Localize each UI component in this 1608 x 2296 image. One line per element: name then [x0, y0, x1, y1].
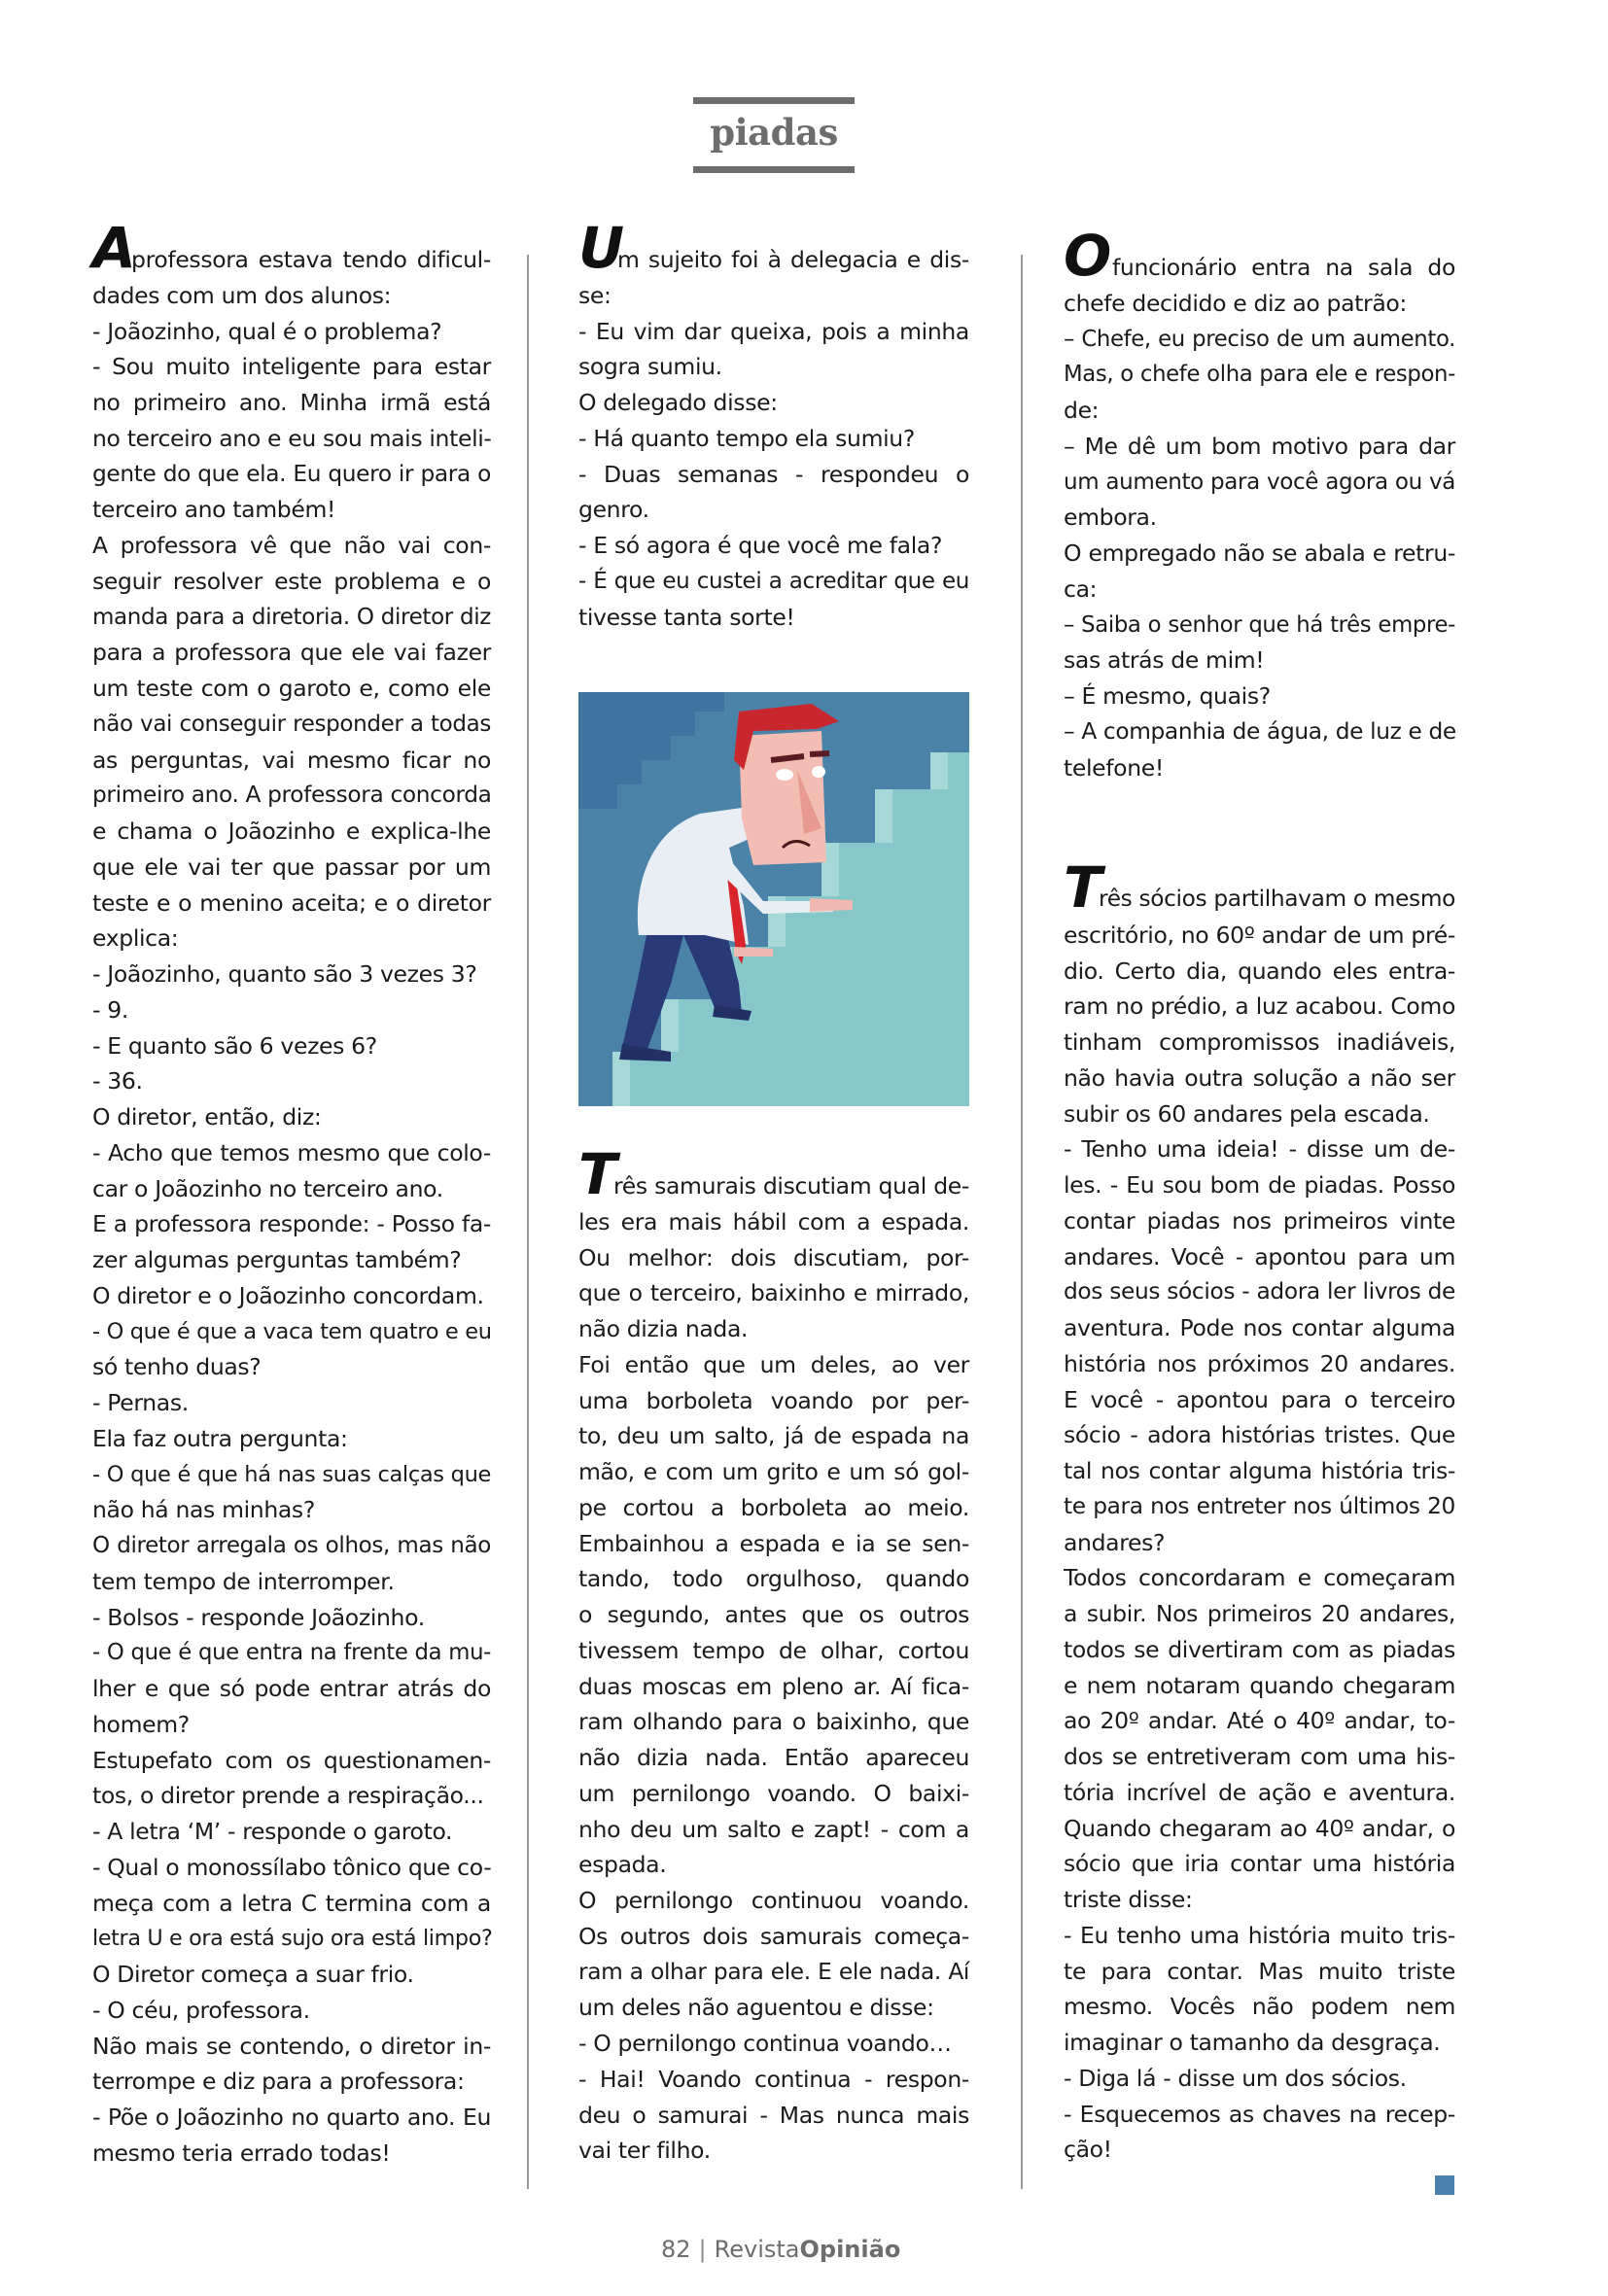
first-line-text: funcionário entra na sala do — [1112, 254, 1455, 281]
text-line: história nos próximos 20 andares. — [1064, 1349, 1455, 1377]
text-line: sas atrás de mim! — [1064, 646, 1265, 675]
text-line: primeiro ano. A professora concorda — [92, 782, 492, 809]
column-divider-right — [1021, 255, 1023, 2189]
text-line: que o terceiro, baixinho e mirrado, — [578, 1279, 969, 1307]
text-line: as perguntas, vai mesmo ficar no — [92, 746, 491, 774]
text-line: - O pernilongo continua voando… — [578, 2030, 952, 2057]
text-line: triste disse: — [1064, 1886, 1193, 1913]
text-line: todos se divertiram com as piadas — [1064, 1635, 1455, 1663]
text-line: terceiro ano também! — [92, 496, 336, 524]
page-number: 82 — [661, 2236, 691, 2263]
text-line: Embainhou a espada e ia se sen- — [578, 1529, 969, 1557]
text-line: dio. Certo dia, quando eles entra- — [1064, 957, 1455, 985]
text-line: O delegado disse: — [578, 389, 778, 416]
text-line: terrompe e diz para a professora: — [92, 2068, 465, 2096]
text-line: tivessem tempo de olhar, cortou — [578, 1636, 969, 1664]
section-title: piadas — [710, 111, 838, 154]
text-line: e chama o Joãozinho e explica-lhe — [92, 818, 491, 845]
drop-cap: U — [578, 214, 624, 281]
text-line: não há nas minhas? — [92, 1496, 315, 1524]
text-line: - Joãozinho, quanto são 3 vezes 3? — [92, 960, 477, 988]
text-line: - Bolsos - responde Joãozinho. — [92, 1603, 425, 1631]
text-line: homem? — [92, 1710, 190, 1738]
text-line: – Chefe, eu preciso de um aumento. — [1064, 326, 1455, 352]
text-line: dades com um dos alunos: — [92, 281, 392, 309]
text-line: tória incrível de ação e aventura. — [1064, 1778, 1455, 1806]
text-line: te para contar. Mas muito triste — [1064, 1957, 1455, 1985]
text-line: um pernilongo voando. O baixi- — [578, 1779, 969, 1807]
text-line: ção! — [1064, 2136, 1112, 2164]
text-line: tando, todo orgulhoso, quando — [578, 1565, 969, 1593]
text-line: ram olhando para o baixinho, que — [578, 1708, 969, 1736]
text-line: nho deu um salto e zapt! - com a — [578, 1815, 969, 1843]
text-line: espada. — [578, 1851, 667, 1879]
header-rule-top — [693, 97, 855, 104]
text-line: se: — [578, 281, 612, 309]
end-of-article-square — [1435, 2175, 1454, 2195]
text-line: deu o samurai - Mas nunca mais — [578, 2101, 969, 2129]
text-line: Ou melhor: dois discutiam, por- — [578, 1243, 969, 1271]
magazine-name-regular: Revista — [714, 2236, 800, 2263]
text-line: - Sou muito inteligente para estar — [92, 353, 491, 381]
text-line: Mas, o chefe olha para ele e respon- — [1064, 362, 1455, 388]
text-line: embora. — [1064, 504, 1157, 532]
text-line: ram no prédio, a luz acabou. Como — [1064, 992, 1455, 1021]
text-line: - Há quanto tempo ela sumiu? — [578, 424, 915, 452]
text-line: duas moscas em pleno ar. Aí fica- — [578, 1672, 969, 1700]
text-line: – A companhia de água, de luz e de — [1064, 717, 1456, 745]
text-line — [578, 1140, 969, 1207]
text-line: - Põe o Joãozinho no quarto ano. Eu — [92, 2104, 491, 2131]
text-line: tal nos contar alguma história tris- — [1064, 1457, 1455, 1484]
magazine-name-bold: Opinião — [799, 2236, 901, 2263]
text-line: Quando chegaram ao 40º andar, o — [1064, 1814, 1455, 1842]
text-line: no terceiro ano e eu sou mais inteli- — [92, 424, 492, 452]
drop-cap: T — [1064, 853, 1102, 921]
text-line: E a professora responde: - Posso fa- — [92, 1210, 491, 1238]
text-line: telefone! — [1064, 753, 1164, 782]
text-line: O empregado não se abala e retru- — [1064, 539, 1455, 567]
text-line: O pernilongo continuou voando. — [578, 1887, 969, 1914]
text-line: – Me dê um bom motivo para dar — [1064, 432, 1455, 460]
text-line: - Tenho uma ideia! - disse um de- — [1064, 1135, 1455, 1164]
text-line: - Hai! Voando continua - respon- — [578, 2065, 969, 2093]
text-line: gente do que ela. Eu quero ir para o — [92, 460, 491, 487]
text-line: ram a olhar para ele. E ele nada. Aí — [578, 1958, 969, 1985]
section-header — [693, 97, 855, 175]
page-footer — [661, 2236, 900, 2265]
joke-delegacia — [578, 214, 969, 635]
column-right-lower — [1064, 853, 1455, 2168]
text-line: tos, o diretor prende a respiração... — [92, 1782, 484, 1810]
text-line: to, deu um salto, já de espada na — [578, 1422, 969, 1450]
text-line: escritório, no 60º andar de um pré- — [1064, 921, 1455, 949]
text-line: ao 20º andar. Até o 40º andar, to- — [1064, 1707, 1455, 1735]
text-line: - Eu tenho uma história muito tris- — [1064, 1921, 1455, 1949]
text-line: sócio - adora histórias tristes. Que — [1064, 1421, 1455, 1449]
text-line: - Diga lá - disse um dos sócios. — [1064, 2064, 1407, 2092]
text-line: – Saiba o senhor que há três empre- — [1064, 611, 1455, 638]
text-line: dos seus sócios - adora ler livros de — [1064, 1278, 1455, 1305]
text-line: - Duas semanas - respondeu o — [578, 460, 969, 488]
text-line: um teste com o garoto e, como ele — [92, 675, 491, 702]
text-line: - 36. — [92, 1067, 143, 1096]
text-line: seguir resolver este problema e o — [92, 567, 491, 595]
text-line: de: — [1064, 397, 1100, 424]
text-line: sócio que iria contar uma história — [1064, 1850, 1455, 1878]
text-line — [1064, 853, 1455, 921]
text-line: - Eu vim dar queixa, pois a minha — [578, 317, 969, 345]
text-line: - E quanto são 6 vezes 6? — [92, 1031, 377, 1060]
column-right — [1064, 222, 1456, 785]
text-line: letra U e ora está sujo ora está limpo? — [92, 1926, 493, 1952]
text-line: tem tempo de interromper. — [92, 1567, 395, 1595]
text-line: a subir. Nos primeiros 20 andares, — [1064, 1600, 1455, 1627]
text-line: - É que eu custei a acreditar que eu — [578, 568, 969, 594]
text-line: que ele vai ter que passar por um — [92, 852, 491, 881]
text-line: - Esquecemos as chaves na recep- — [1064, 2100, 1455, 2128]
man-eye — [776, 769, 793, 781]
text-line: vai ter filho. — [578, 2137, 711, 2165]
drop-cap: A — [92, 214, 136, 281]
text-line: - Qual o monossílabo tônico que co- — [92, 1853, 492, 1881]
text-line: Não mais se contendo, o diretor in- — [92, 2032, 491, 2060]
text-line: – É mesmo, quais? — [1064, 682, 1271, 710]
text-line: - Acho que temos mesmo que colo- — [92, 1138, 491, 1166]
text-line: - Pernas. — [92, 1389, 189, 1416]
text-line: não havia outra solução a não ser — [1064, 1063, 1455, 1092]
text-line: contar piadas nos primeiros vinte — [1064, 1206, 1455, 1235]
tired-man-climbing-stairs-illustration — [578, 692, 969, 1106]
text-line — [578, 214, 969, 281]
man-face — [739, 731, 826, 865]
text-line: tivesse tanta sorte! — [578, 603, 795, 631]
text-line: Estupefato com os questionamen- — [92, 1746, 491, 1774]
text-line: só tenho duas? — [92, 1353, 262, 1381]
text-line: - A letra ‘M’ - responde o garoto. — [92, 1818, 453, 1845]
text-line: - O que é que há nas suas calças que — [92, 1461, 491, 1487]
text-line: mão, e com um grito e um só gol- — [578, 1458, 969, 1485]
column-middle — [578, 214, 969, 635]
joke-socios — [1064, 853, 1455, 2168]
text-line: O diretor arregala os olhos, mas não — [92, 1533, 491, 1558]
text-line: sogra sumiu. — [578, 353, 722, 381]
text-line: imaginar o tamanho da desgraça. — [1064, 2029, 1441, 2056]
text-line: Todos concordaram e começaram — [1064, 1564, 1455, 1592]
text-line: - 9. — [92, 995, 128, 1024]
text-line: - E só agora é que você me fala? — [578, 532, 943, 559]
text-line: zer algumas perguntas também? — [92, 1246, 462, 1273]
drop-cap: O — [1064, 222, 1111, 289]
text-line: e nem notaram quando chegaram — [1064, 1671, 1455, 1699]
text-line: ca: — [1064, 574, 1098, 603]
text-line: E você - apontou para o terceiro — [1064, 1385, 1455, 1413]
text-line: O diretor, então, diz: — [92, 1103, 322, 1131]
text-line: - O que é que entra na frente da mu- — [92, 1640, 491, 1666]
joke-samurais — [578, 1140, 969, 2169]
text-line: te para nos entreter nos últimos 20 — [1064, 1492, 1455, 1519]
footer-separator: | — [698, 2236, 707, 2263]
text-line: um deles não aguentou e disse: — [578, 1994, 934, 2022]
text-line: Foi então que um deles, ao ver — [578, 1350, 969, 1378]
text-line: não vai conseguir responder a todas — [92, 711, 491, 737]
text-line: dos se entretiveram com uma his- — [1064, 1743, 1455, 1770]
text-line: - O céu, professora. — [92, 1996, 310, 2024]
column-left — [92, 214, 493, 2172]
text-line: uma borboleta voando por per- — [578, 1386, 969, 1414]
text-line: não dizia nada. — [578, 1315, 749, 1342]
text-line: subir os 60 andares pela escada. — [1064, 1099, 1430, 1128]
text-line: para a professora que ele vai fazer — [92, 639, 491, 667]
text-line: aventura. Pode nos contar alguma — [1064, 1314, 1455, 1341]
text-line: Os outros dois samurais começa- — [578, 1922, 969, 1950]
text-line: andares. Você - apontou para um — [1064, 1242, 1455, 1270]
text-line: manda para a diretoria. O diretor diz — [92, 604, 491, 630]
text-line: o segundo, antes que os outros — [578, 1601, 969, 1628]
text-line: car o Joãozinho no terceiro ano. — [92, 1174, 443, 1202]
text-line: Ela faz outra pergunta: — [92, 1424, 348, 1452]
text-line: no primeiro ano. Minha irmã está — [92, 389, 491, 416]
text-line: - Joãozinho, qual é o problema? — [92, 317, 442, 345]
text-line: teste e o menino aceita; e o diretor — [92, 888, 491, 917]
text-line: tinham compromissos inadiáveis, — [1064, 1028, 1455, 1056]
text-line: lher e que só pode entrar atrás do — [92, 1675, 491, 1702]
column-middle-lower — [578, 1140, 969, 2169]
man-eye-right — [812, 766, 825, 778]
text-line: - O que é que a vaca tem quatro e eu — [92, 1318, 492, 1344]
text-line: explica: — [92, 924, 179, 953]
text-line: meça com a letra C termina com a — [92, 1889, 491, 1917]
text-line: chefe decidido e diz ao patrão: — [1064, 289, 1407, 317]
first-line-text: professora estava tendo dificul- — [131, 246, 491, 273]
text-line: les era mais hábil com a espada. — [578, 1207, 969, 1235]
first-line-text: rês sócios partilhavam o mesmo — [1099, 886, 1455, 912]
text-line: les. - Eu sou bom de piadas. Posso — [1064, 1171, 1455, 1199]
text-line: andares? — [1064, 1528, 1166, 1556]
text-line: pe cortou a borboleta ao meio. — [578, 1493, 969, 1521]
text-line: não dizia nada. Então apareceu — [578, 1744, 969, 1771]
text-line: mesmo teria errado todas! — [92, 2139, 391, 2167]
text-line: genro. — [578, 496, 649, 524]
first-line-text: rês samurais discutiam qual de- — [613, 1172, 969, 1200]
text-line — [92, 214, 491, 281]
text-line: O diretor e o Joãozinho concordam. — [92, 1281, 484, 1309]
column-divider-left — [527, 255, 529, 2189]
text-line: O Diretor começa a suar frio. — [92, 1961, 414, 1988]
text-line — [1064, 222, 1455, 289]
joke-joaozinho — [92, 214, 493, 2172]
text-line: A professora vê que não vai con- — [92, 532, 491, 559]
drop-cap: T — [578, 1140, 617, 1207]
text-line: um aumento para você agora ou vá — [1064, 469, 1455, 495]
joke-aumento — [1064, 222, 1456, 785]
header-rule-bottom — [693, 166, 855, 173]
text-line: mesmo. Vocês não podem nem — [1064, 1993, 1455, 2021]
first-line-text: m sujeito foi à delegacia e dis- — [617, 246, 969, 273]
